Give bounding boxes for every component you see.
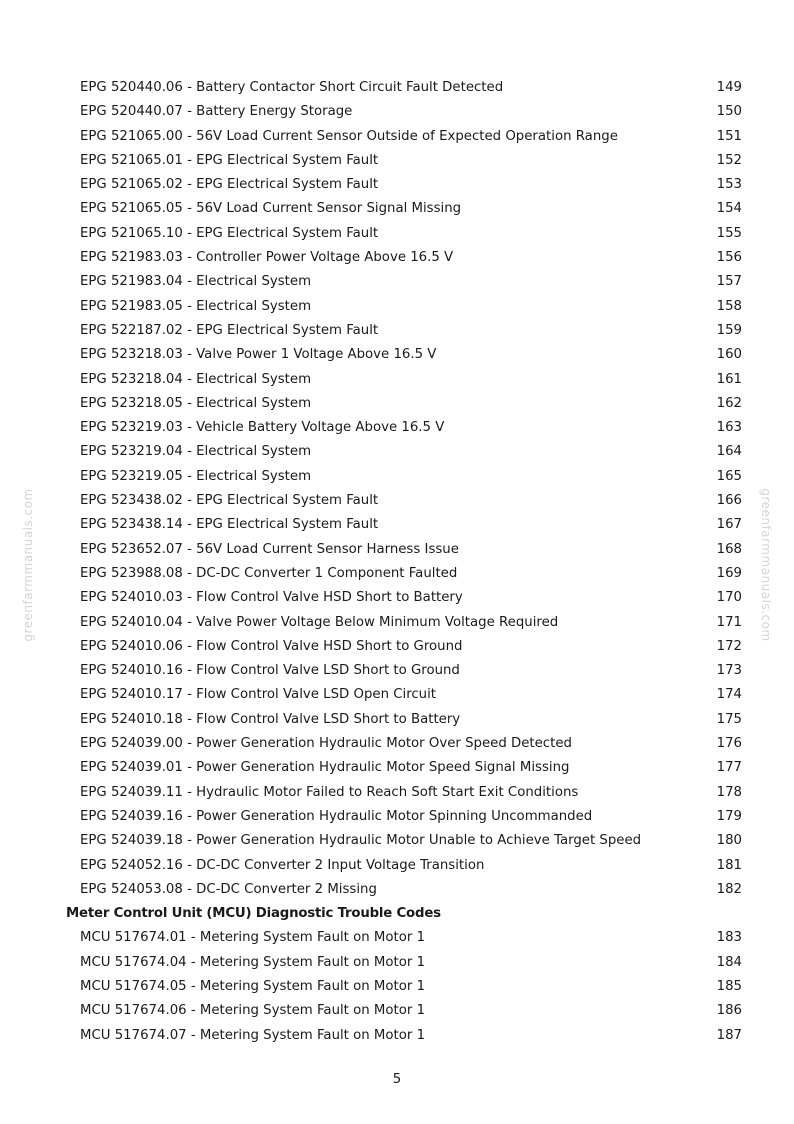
toc-entry-title: EPG 524010.16 - Flow Control Valve LSD Short to Ground — [80, 663, 460, 679]
toc-entry[interactable] — [0, 246, 794, 270]
section-heading-row — [0, 902, 794, 926]
toc-entry-page: 183 — [716, 930, 742, 946]
toc-entry-title: EPG 523219.04 - Electrical System — [80, 444, 312, 460]
toc-entry-page: 163 — [716, 420, 742, 436]
toc-entry[interactable] — [0, 343, 794, 367]
section-heading: Meter Control Unit (MCU) Diagnostic Trouble Codes — [66, 906, 441, 922]
toc-entry[interactable] — [0, 173, 794, 197]
toc-entry-title: EPG 524010.04 - Valve Power Voltage Below Minimum Voltage Required — [80, 614, 559, 630]
toc-entry-page: 174 — [716, 687, 742, 703]
toc-entry-title: EPG 524039.16 - Power Generation Hydraulic Motor Spinning Uncommanded — [80, 808, 593, 824]
toc-entry-title: EPG 521983.05 - Electrical System — [80, 298, 312, 314]
toc-entry[interactable] — [0, 586, 794, 610]
toc-entry-title: EPG 524039.01 - Power Generation Hydraulic Motor Speed Signal Missing — [80, 760, 570, 776]
toc-entry-page: 165 — [716, 468, 742, 484]
toc-entry-title: EPG 521983.03 - Controller Power Voltage Above 16.5 V — [80, 250, 454, 266]
toc-entry[interactable] — [0, 708, 794, 732]
toc-entry[interactable] — [0, 368, 794, 392]
toc-entry[interactable] — [0, 125, 794, 149]
toc-entry-title: EPG 524052.16 - DC-DC Converter 2 Input Voltage Transition — [80, 857, 485, 873]
toc-entry[interactable] — [0, 683, 794, 707]
toc-entry[interactable] — [0, 149, 794, 173]
toc-entry-title: EPG 521983.04 - Electrical System — [80, 274, 312, 290]
toc-entry[interactable] — [0, 756, 794, 780]
toc-entry-title: EPG 523652.07 - 56V Load Current Sensor Harness Issue — [80, 541, 459, 557]
toc-entry-page: 153 — [716, 177, 742, 193]
toc-entry-page: 176 — [716, 736, 742, 752]
toc-entry-page: 170 — [716, 590, 742, 606]
toc-entry[interactable] — [0, 562, 794, 586]
toc-entry[interactable] — [0, 781, 794, 805]
toc-entry-title: EPG 521065.10 - EPG Electrical System Fault — [80, 225, 379, 241]
toc-entry[interactable] — [0, 926, 794, 950]
toc-entry-page: 181 — [716, 857, 742, 873]
toc-entry[interactable] — [0, 465, 794, 489]
toc-entry[interactable] — [0, 197, 794, 221]
toc-entry-title: EPG 523218.05 - Electrical System — [80, 395, 312, 411]
toc-entry[interactable] — [0, 975, 794, 999]
toc-entry[interactable] — [0, 659, 794, 683]
toc-entry-page: 175 — [716, 711, 742, 727]
toc-entry-title: EPG 523219.05 - Electrical System — [80, 468, 312, 484]
toc-entry-title: MCU 517674.06 - Metering System Fault on Motor 1 — [80, 1003, 426, 1019]
toc-entry-page: 180 — [716, 833, 742, 849]
toc-entry-page: 173 — [716, 663, 742, 679]
toc-entry-page: 157 — [716, 274, 742, 290]
toc-entry-page: 184 — [716, 954, 742, 970]
toc-entry-title: MCU 517674.07 - Metering System Fault on Motor 1 — [80, 1027, 426, 1043]
toc-entry-title: EPG 524039.00 - Power Generation Hydraulic Motor Over Speed Detected — [80, 736, 572, 752]
toc-entry[interactable] — [0, 878, 794, 902]
toc-entry-page: 167 — [716, 517, 742, 533]
toc-entry-title: MCU 517674.05 - Metering System Fault on Motor 1 — [80, 978, 426, 994]
toc-entry-title: EPG 523988.08 - DC-DC Converter 1 Component Faulted — [80, 565, 458, 581]
watermark-left: greenfarmmanuals.com — [21, 488, 35, 642]
toc-entry-title: MCU 517674.04 - Metering System Fault on Motor 1 — [80, 954, 426, 970]
toc-entry[interactable] — [0, 951, 794, 975]
toc-entry[interactable] — [0, 538, 794, 562]
toc-entry[interactable] — [0, 270, 794, 294]
toc-entry[interactable] — [0, 829, 794, 853]
toc-entry-page: 182 — [716, 881, 742, 897]
toc-entry[interactable] — [0, 489, 794, 513]
toc-entry-title: MCU 517674.01 - Metering System Fault on Motor 1 — [80, 930, 426, 946]
toc-entry-page: 178 — [716, 784, 742, 800]
toc-entry-title: EPG 524010.17 - Flow Control Valve LSD Open Circuit — [80, 687, 437, 703]
toc-entry-title: EPG 523438.14 - EPG Electrical System Fault — [80, 517, 379, 533]
table-of-contents — [0, 76, 794, 1048]
toc-entry[interactable] — [0, 1024, 794, 1048]
toc-entry-page: 169 — [716, 565, 742, 581]
toc-entry-title: EPG 523438.02 - EPG Electrical System Fault — [80, 493, 379, 509]
toc-entry-title: EPG 522187.02 - EPG Electrical System Fault — [80, 322, 379, 338]
mcu-entries-list — [0, 926, 794, 1047]
toc-entry-page: 154 — [716, 201, 742, 217]
toc-entry-page: 179 — [716, 808, 742, 824]
toc-entry-title: EPG 521065.02 - EPG Electrical System Fault — [80, 177, 379, 193]
toc-entry[interactable] — [0, 392, 794, 416]
toc-entry-page: 155 — [716, 225, 742, 241]
toc-entry-title: EPG 520440.07 - Battery Energy Storage — [80, 104, 353, 120]
toc-entry[interactable] — [0, 513, 794, 537]
toc-entry-title: EPG 524039.11 - Hydraulic Motor Failed to Reach Soft Start Exit Conditions — [80, 784, 579, 800]
toc-entry-title: EPG 524010.06 - Flow Control Valve HSD Short to Ground — [80, 638, 463, 654]
toc-entry[interactable] — [0, 416, 794, 440]
toc-entry-page: 186 — [716, 1003, 742, 1019]
toc-entry[interactable] — [0, 440, 794, 464]
page-number: 5 — [392, 1072, 402, 1087]
toc-entry[interactable] — [0, 100, 794, 124]
toc-entry-title: EPG 523219.03 - Vehicle Battery Voltage Above 16.5 V — [80, 420, 445, 436]
toc-entry-title: EPG 520440.06 - Battery Contactor Short Circuit Fault Detected — [80, 80, 504, 95]
toc-entry-page: 158 — [716, 298, 742, 314]
toc-entry-title: EPG 524053.08 - DC-DC Converter 2 Missing — [80, 881, 377, 897]
toc-entry-title: EPG 524010.18 - Flow Control Valve LSD Short to Battery — [80, 711, 461, 727]
toc-entry-page: 161 — [716, 371, 742, 387]
toc-entry-page: 187 — [716, 1027, 742, 1043]
toc-entry-title: EPG 524010.03 - Flow Control Valve HSD Short to Battery — [80, 590, 463, 606]
toc-entry[interactable] — [0, 295, 794, 319]
toc-entry[interactable] — [0, 854, 794, 878]
toc-entry-page: 166 — [716, 493, 742, 509]
toc-entry-title: EPG 521065.05 - 56V Load Current Sensor Signal Missing — [80, 201, 462, 217]
toc-entry-page: 149 — [716, 80, 742, 95]
toc-entry[interactable] — [0, 999, 794, 1023]
epg-entries-list — [0, 76, 794, 902]
toc-entry-page: 185 — [716, 978, 742, 994]
toc-entry[interactable] — [0, 222, 794, 246]
toc-entry-page: 164 — [716, 444, 742, 460]
toc-entry-title: EPG 523218.03 - Valve Power 1 Voltage Above 16.5 V — [80, 347, 437, 363]
toc-entry[interactable] — [0, 732, 794, 756]
toc-entry-title: EPG 521065.00 - 56V Load Current Sensor Outside of Expected Operation Range — [80, 128, 618, 144]
toc-entry-page: 171 — [716, 614, 742, 630]
toc-entry-page: 156 — [716, 250, 742, 266]
toc-entry-title: EPG 521065.01 - EPG Electrical System Fault — [80, 152, 379, 168]
toc-entry[interactable] — [0, 611, 794, 635]
toc-entry-page: 159 — [716, 322, 742, 338]
toc-entry[interactable] — [0, 805, 794, 829]
toc-entry-page: 177 — [716, 760, 742, 776]
toc-entry-title: EPG 524039.18 - Power Generation Hydraulic Motor Unable to Achieve Target Speed — [80, 833, 642, 849]
watermark-right: greenfarmmanuals.com — [759, 488, 773, 642]
toc-entry-title: EPG 523218.04 - Electrical System — [80, 371, 312, 387]
toc-entry-page: 162 — [716, 395, 742, 411]
toc-entry-page: 172 — [716, 638, 742, 654]
toc-entry-page: 160 — [716, 347, 742, 363]
toc-entry[interactable] — [0, 76, 794, 100]
toc-entry[interactable] — [0, 635, 794, 659]
toc-entry-page: 168 — [716, 541, 742, 557]
toc-entry-page: 151 — [716, 128, 742, 144]
toc-entry-page: 152 — [716, 152, 742, 168]
toc-entry-page: 150 — [716, 104, 742, 120]
toc-entry[interactable] — [0, 319, 794, 343]
